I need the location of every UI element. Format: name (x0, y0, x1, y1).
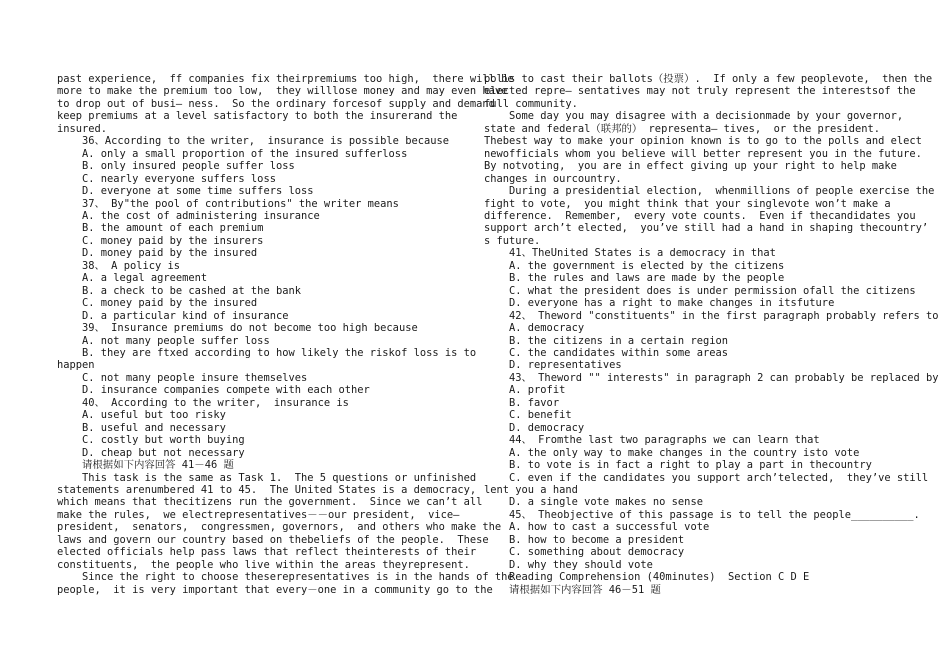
left-column-line: C. money paid by the insurers (57, 234, 264, 247)
right-column-line: newofficials whom you believe will better represent you in the future. (484, 147, 922, 160)
right-column-line: lent you a hand (484, 483, 578, 496)
left-column-line: 36、According to the writer, insurance is possible because (57, 135, 449, 148)
right-column-line: B. the rules and laws are made by the people (484, 272, 785, 285)
left-column-line: elected officials help pass laws that reflect theinterests of their (57, 546, 477, 559)
left-column-line: 37、 By"the pool of contributions" the writer means (57, 197, 399, 210)
right-column-line: full community. (484, 97, 578, 110)
right-column-line: C. what the president does is under permission ofall the citizens (484, 284, 916, 297)
left-column-line: A. useful but too risky (57, 409, 226, 422)
left-column-line: happen (57, 359, 95, 372)
left-column-line: B. only insured people suffer loss (57, 160, 295, 173)
left-column-line: more to make the premium too low, they willlose money and may even have (57, 85, 508, 98)
left-column-line: D. insurance companies compete with each other (57, 384, 370, 397)
left-column-line: A. the cost of administering insurance (57, 209, 320, 222)
right-column-line: Thebest way to make your opinion known is to go to the polls and elect (484, 135, 922, 148)
left-column-line: 40、 According to the writer, insurance is (57, 396, 349, 409)
left-column-line: B. useful and necessary (57, 421, 226, 434)
right-column-line: B. how to become a president (484, 533, 685, 546)
right-column-line: A. the government is elected by the citizens (484, 259, 785, 272)
left-column-line: B. a check to be cashed at the bank (57, 284, 301, 297)
right-column-line: A. how to cast a successful vote (484, 521, 710, 534)
right-column-line: D. democracy (484, 421, 585, 434)
right-column-line: C. the candidates within some areas (484, 346, 728, 359)
left-column-line: A. only a small proportion of the insured sufferloss (57, 147, 408, 160)
left-column-line: This task is the same as Task 1. The 5 questions or unfinished (57, 471, 477, 484)
right-column-line: 45、 Theobjective of this passage is to tell the people__________. (484, 508, 920, 521)
right-column-line: Reading Comprehension (40minutes) Section C D E (484, 571, 810, 584)
right-column-line: D. why they should vote (484, 558, 653, 571)
right-column-line: A. the only way to make changes in the country isto vote (484, 446, 860, 459)
right-column-line: B. to vote is in fact a right to play a part in thecountry (484, 459, 872, 472)
left-column-line: B. the amount of each premium (57, 222, 264, 235)
left-column-line: laws and govern our country based on thebeliefs of the people. These (57, 533, 489, 546)
left-column-line: A. a legal agreement (57, 272, 208, 285)
right-column-line: A. profit (484, 384, 566, 397)
left-column-line: C. money paid by the insured (57, 297, 258, 310)
left-column-line: C. not many people insure themselves (57, 371, 308, 384)
left-column-line: people, it is very important that every－one in a community go to the (57, 583, 493, 596)
left-column-line: D. cheap but not necessary (57, 446, 245, 459)
left-column-line: C. costly but worth buying (57, 434, 245, 447)
left-column-line: Since the right to choose theserepresentatives is in the hands of the (57, 571, 514, 584)
left-column-line: keep premiums at a level satisfactory to both the insurerand the (57, 110, 458, 123)
right-column-line: C. something about democracy (484, 546, 685, 559)
right-column-line: 请根据如下内容回答 46－51 题 (484, 583, 661, 596)
left-column-line: president, senators, congressmen, governors, and others who make the (57, 521, 502, 534)
right-column-line: elected repre— sentatives may not truly represent the interestsof the (484, 85, 916, 98)
right-column-line: Some day you may disagree with a decisionmade by your governor, (484, 110, 904, 123)
left-column-line: A. not many people suffer loss (57, 334, 270, 347)
left-column-line: make the rules, we electrepresentatives－－our president, vice— (57, 508, 460, 521)
left-column-line: C. nearly everyone suffers loss (57, 172, 276, 185)
left-column-line: D. everyone at some time suffers loss (57, 185, 314, 198)
right-column-line: state and federal（联邦的） representa— tives, or the president. (484, 122, 881, 135)
left-column-line: past experience, ff companies fix theirpremiums too high, there will be (57, 73, 514, 85)
right-column-line: D. representatives (484, 359, 622, 372)
left-column-line: to drop out of busi— ness. So the ordinary forcesof supply and demand (57, 97, 495, 110)
right-column-line: changes in ourcountry. (484, 172, 622, 185)
left-column-line: insured. (57, 122, 108, 135)
right-column-line: C. benefit (484, 409, 572, 422)
right-column-line: B. the citizens in a certain region (484, 334, 728, 347)
left-column-line: 38、 A policy is (57, 259, 180, 272)
left-column-line: which means that thecitizens run the government. Since we can’t all (57, 496, 483, 509)
right-column-line: During a presidential election, whenmillions of people exercise the (484, 185, 935, 198)
left-column-line: D. a particular kind of insurance (57, 309, 289, 322)
right-column-line: polls to cast their ballots（投票）. If only a few peoplevote, then the (484, 73, 933, 85)
right-column-line: B. favor (484, 396, 560, 409)
right-column-line: By notvoting, you are in effect giving up your right to help make (484, 160, 897, 173)
left-column-line: 39、 Insurance premiums do not become too high because (57, 322, 418, 335)
left-column-line: D. money paid by the insured (57, 247, 258, 260)
right-column-line: A. democracy (484, 322, 585, 335)
right-column (484, 73, 939, 596)
right-column-line: D. a single vote makes no sense (484, 496, 703, 509)
right-column-line: D. everyone has a right to make changes in itsfuture (484, 297, 835, 310)
left-column-line: B. they are ftxed according to how likely the riskof loss is to (57, 346, 477, 359)
right-column-line: C. even if the candidates you support arch’telected, they’ve still (484, 471, 929, 484)
left-column-line: 请根据如下内容回答 41－46 题 (57, 459, 234, 472)
right-column-line: s future. (484, 234, 541, 247)
right-column-line: 44、 Fromthe last two paragraphs we can learn that (484, 434, 820, 447)
right-column-line: support arch’t elected, you’ve still had a hand in shaping thecountry’ (484, 222, 929, 235)
right-column-line: 43、 Theword "" interests" in paragraph 2 can probably be replaced by (484, 371, 939, 384)
right-column-line: 42、 Theword "constituents" in the first paragraph probably refers to (484, 309, 939, 322)
right-column-line: difference. Remember, every vote counts. Even if thecandidates you (484, 209, 916, 222)
right-column-line: fight to vote, you might think that your singlevote won’t make a (484, 197, 891, 210)
left-column-line: constituents, the people who live within the areas theyrepresent. (57, 558, 470, 571)
left-column-line: statements arenumbered 41 to 45. The United States is a democracy, (57, 483, 477, 496)
right-column-line: 41、TheUnited States is a democracy in that (484, 247, 776, 260)
